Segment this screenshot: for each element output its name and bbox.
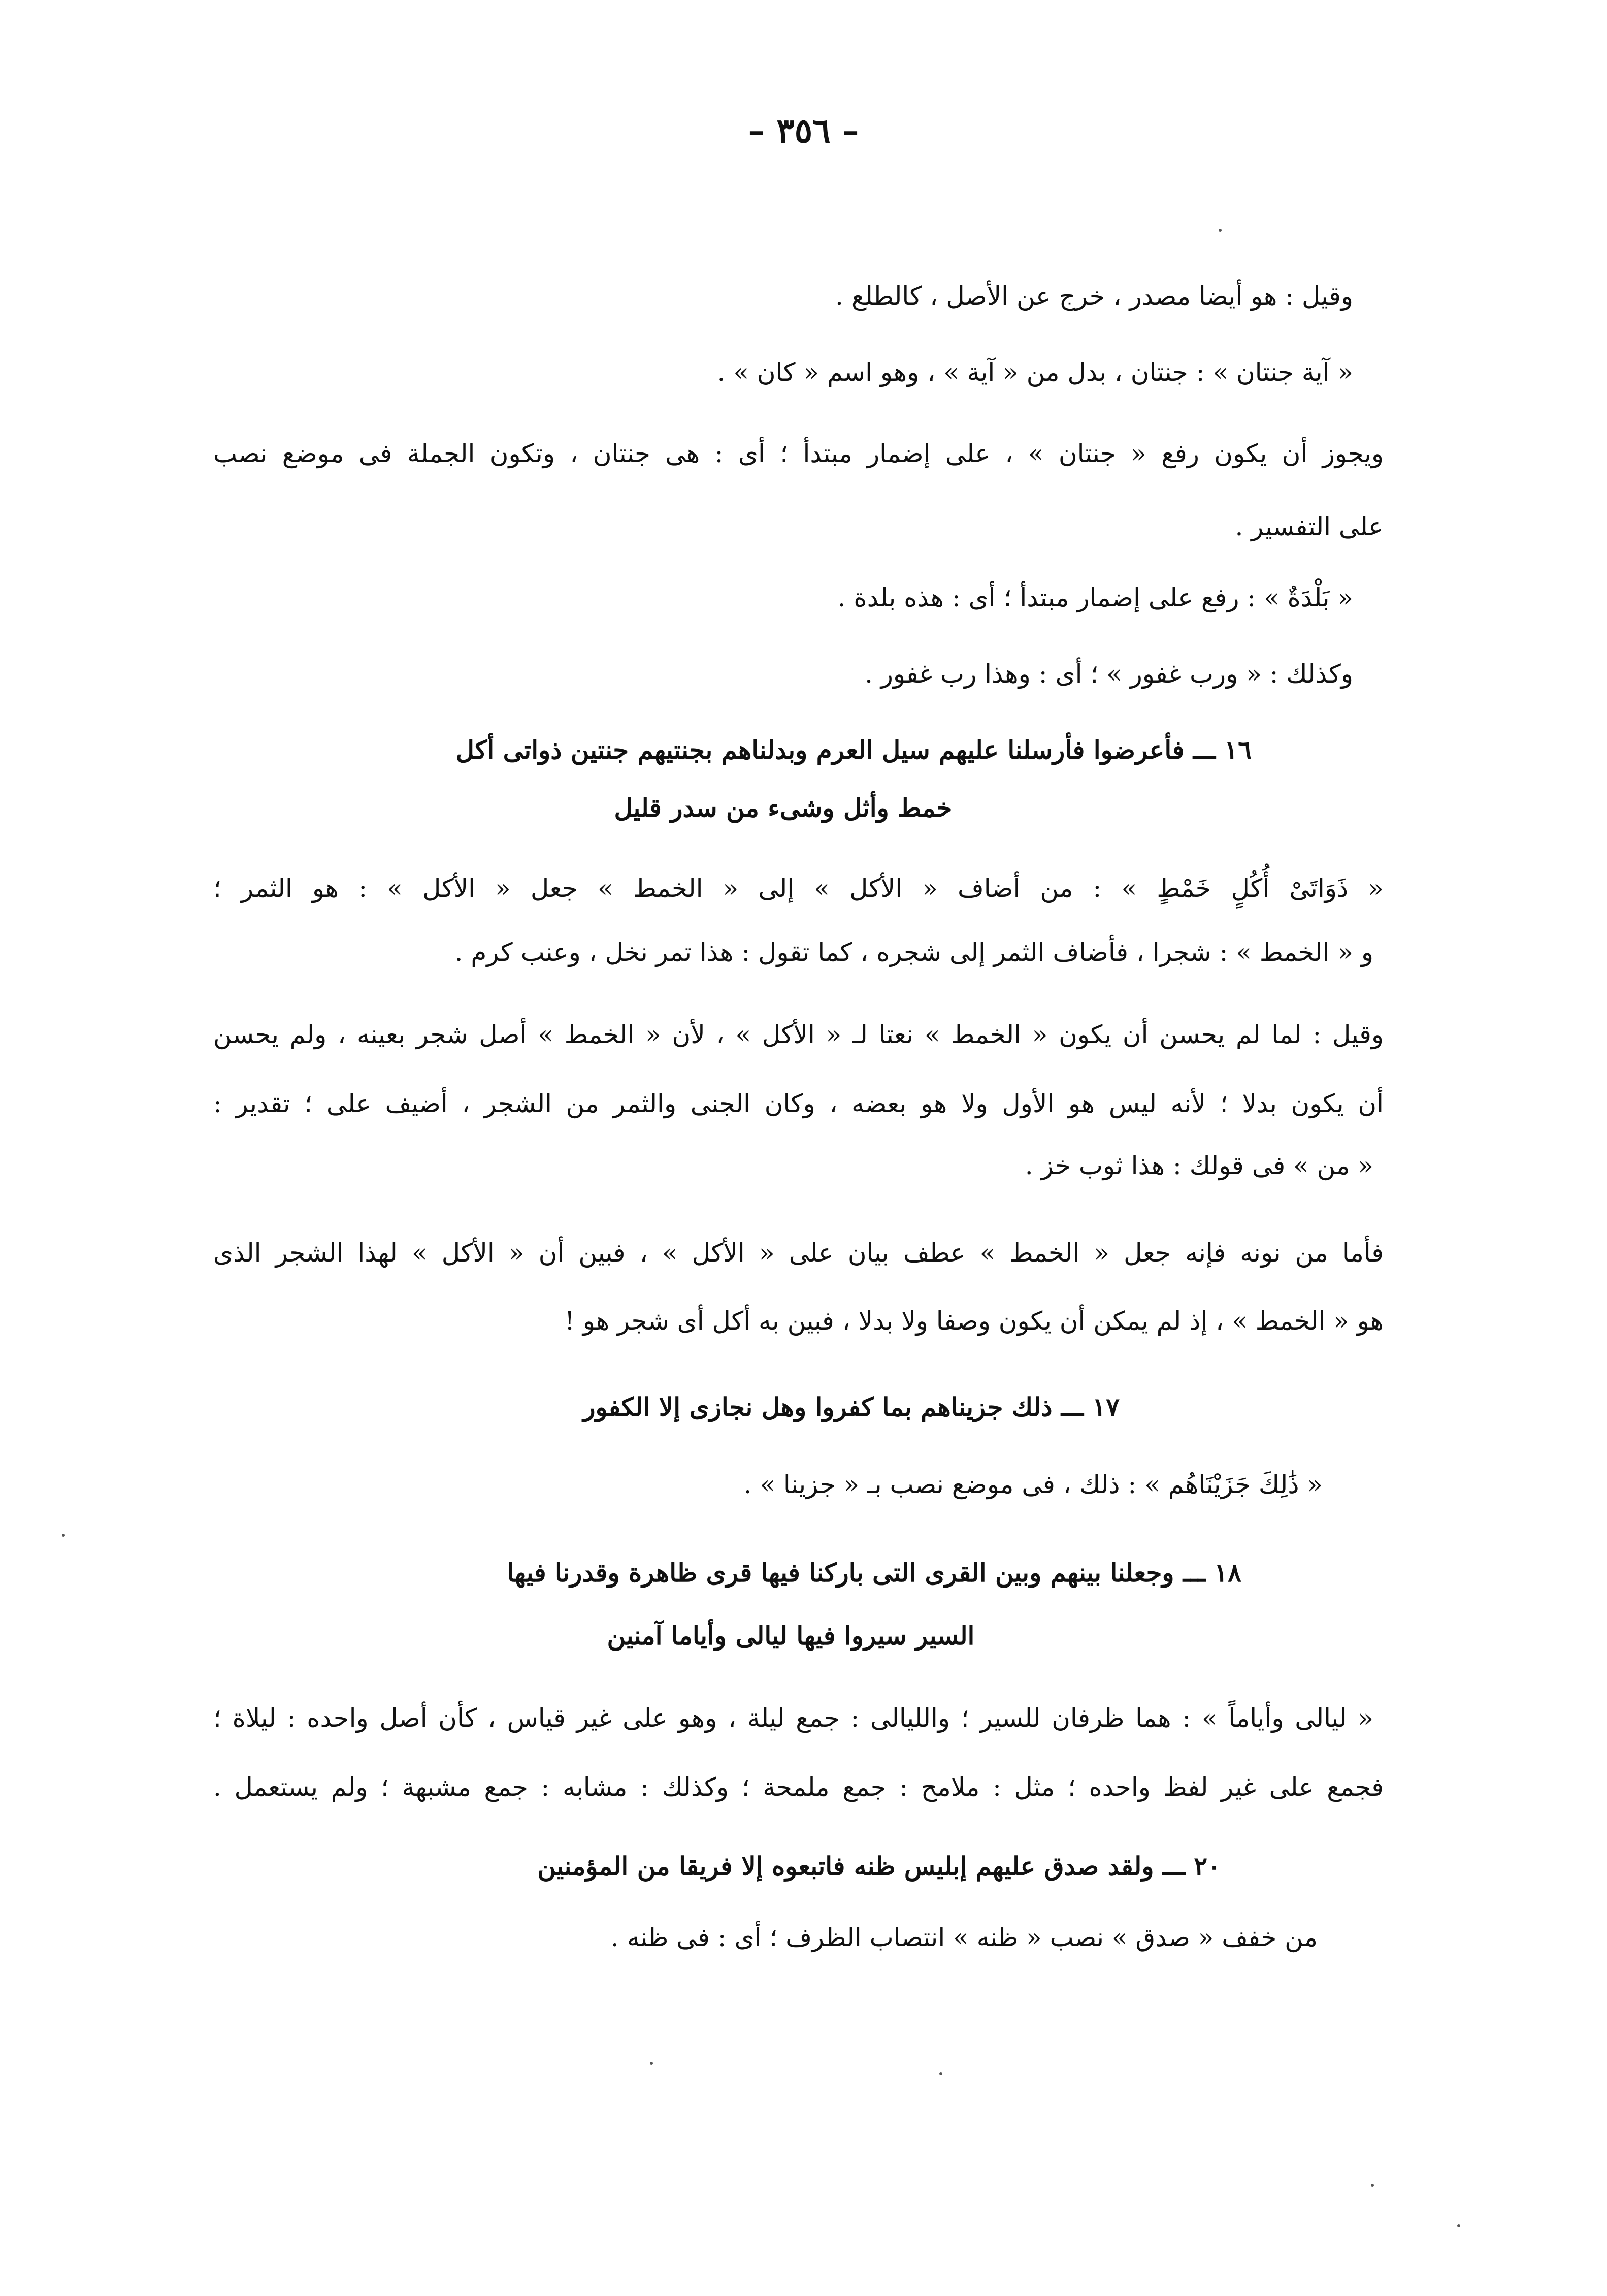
scan-speck [1371, 2184, 1374, 2187]
scan-speck [650, 2062, 653, 2065]
text-line: « بَلْدَةٌ » : رفع على إضمار مبتدأ ؛ أى : هذه بلدة . [837, 583, 1353, 612]
text-line: و « الخمط » : شجرا ، فأضاف الثمر إلى شجره ، كما تقول : هذا تمر نخل ، وعنب كرم . [454, 937, 1373, 967]
text-line: هو « الخمط » ، إذ لم يمكن أن يكون وصفا ولا بدلا ، فبين به أكل أى شجر هو ! [564, 1306, 1384, 1336]
scan-speck [62, 1534, 65, 1537]
scan-speck [1457, 2224, 1460, 2227]
scan-speck [1219, 229, 1222, 232]
verse-line: السير سيروا فيها ليالى وأياما آمنين [607, 1621, 975, 1651]
text-line: وكذلك : « ورب غفور » ؛ أى : وهذا رب غفور . [864, 659, 1353, 689]
verse-line: ١٨ ـــ وجعلنا بينهم وبين القرى التى باركنا فيها قرى ظاهرة وقدرنا فيها [507, 1558, 1241, 1588]
text-line: « آية جنتان » : جنتان ، بدل من « آية » ، وهو اسم « كان » . [717, 358, 1353, 387]
text-line: فجمع على غير لفظ واحده ؛ مثل : ملامح : جمع ملمحة ؛ وكذلك : مشابه : جمع مشبهة ؛ ولم يستعمل . [213, 1772, 1384, 1802]
text-line: « من » فى قولك : هذا ثوب خز . [1025, 1151, 1373, 1180]
page-number: – ٣٥٦ – [748, 111, 859, 150]
verse-line: ١٦ ـــ فأعرضوا فأرسلنا عليهم سيل العرم وبدلناهم بجنتيهم جنتين ذواتى أكل [455, 735, 1252, 765]
text-line: « ليالى وأياماً » : هما ظرفان للسير ؛ والليالى : جمع ليلة ، وهو على غير قياس ، كأن أصل واحده : ليلاة ؛ [213, 1703, 1373, 1733]
verse-line: ٢٠ ـــ ولقد صدق عليهم إبليس ظنه فاتبعوه إلا فريقا من المؤمنين [537, 1851, 1221, 1881]
verse-line: خمط وأثل وشىء من سدر قليل [614, 793, 953, 823]
text-line: ويجوز أن يكون رفع « جنتان » ، على إضمار مبتدأ ؛ أى : هى جنتان ، وتكون الجملة فى موضع نصب [213, 439, 1384, 468]
text-line: أن يكون بدلا ؛ لأنه ليس هو الأول ولا هو بعضه ، وكان الجنى والثمر من الشجر ، أضيف على ؛ تقدير : [213, 1089, 1384, 1118]
text-line: « ذَوَاتَىْ أُكُلٍ خَمْطٍ » : من أضاف « الأكل » إلى « الخمط » جعل « الأكل » : هو الثمر ؛ [213, 874, 1384, 903]
verse-line: ١٧ ـــ ذلك جزيناهم بما كفروا وهل نجازى إلا الكفور [583, 1392, 1120, 1422]
text-line: من خفف « صدق » نصب « ظنه » انتصاب الظرف ؛ أى : فى ظنه . [610, 1923, 1318, 1952]
text-line: « ذَٰلِكَ جَزَيْنَاهُم » : ذلك ، فى موضع نصب بـ « جزينا » . [743, 1470, 1323, 1499]
scan-speck [939, 2072, 942, 2075]
text-line: وقيل : هو أيضا مصدر ، خرج عن الأصل ، كالطلع . [835, 281, 1353, 311]
text-line: وقيل : لما لم يحسن أن يكون « الخمط » نعتا لـ « الأكل » ، لأن « الخمط » أصل شجر بعينه ، ولم يحسن [213, 1020, 1384, 1049]
text-line: على التفسير . [1235, 512, 1384, 541]
text-line: فأما من نونه فإنه جعل « الخمط » عطف بيان على « الأكل » ، فبين أن « الأكل » لهذا الشجر الذى [213, 1238, 1384, 1268]
